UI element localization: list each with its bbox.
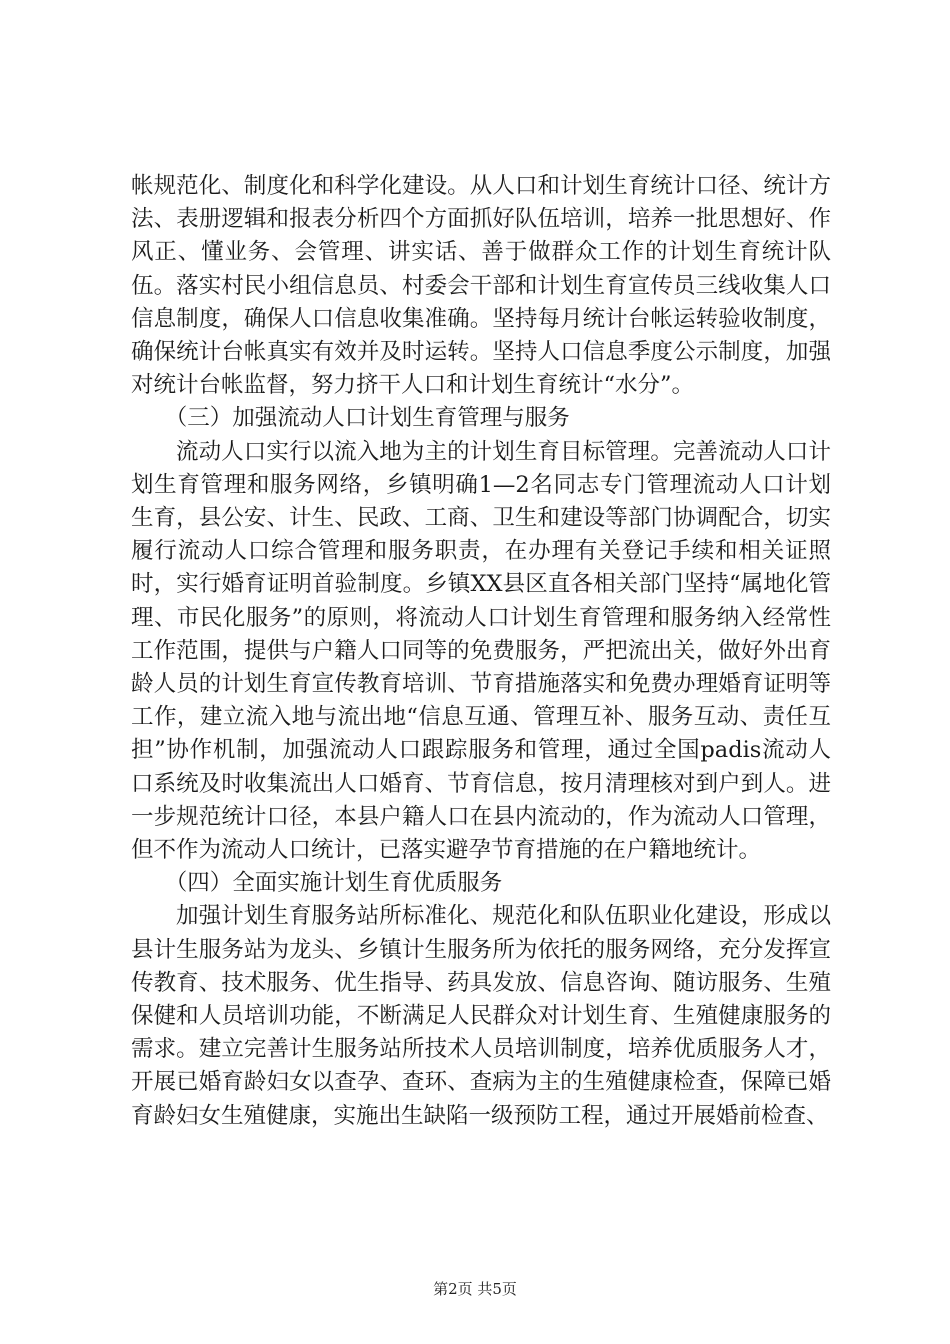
section-heading-4: （四）全面实施计划生育优质服务 xyxy=(164,870,503,897)
page-footer: 第2页 共5页 xyxy=(433,1280,517,1298)
paragraph-quality-service: 加强计划生育服务站所标准化、规范化和队伍职业化建设，形成以县计生服务站为龙头、乡镇计生服务所为依托的服务网络，充分发挥宣传教育、技术服务、优生指导、药具发放、信息咨询、随访服务、生殖保健和人员培训功能，不断满足人民群众对计划生育、生殖健康服务的需求。建立完善计生服务站所技术人员培训制度，培养优质服务人才，开展已婚育龄妇女以查孕、查环、查病为主的生殖健康检查，保障已婚育龄妇女生殖健康，实施出生缺陷一级预防工程，通过开展婚前检查、 xyxy=(131,903,831,1129)
paragraph-floating-population: 流动人口实行以流入地为主的计划生育目标管理。完善流动人口计划生育管理和服务网络，乡镇明确1—2名同志专门管理流动人口计划生育，县公安、计生、民政、工商、卫生和建设等部门协调配合，切实履行流动人口综合管理和服务职责，在办理有关登记手续和相关证照时，实行婚育证明首验制度。乡镇XX县区直各相关部门坚持“属地化管理、市民化服务”的原则，将流动人口计划生育管理和服务纳入经常性工作范围，提供与户籍人口同等的免费服务，严把流出关，做好外出育龄人员的计划生育宣传教育培训、节育措施落实和免费办理婚育证明等工作，建立流入地与流出地“信息互通、管理互补、服务互动、责任互担”协作机制，加强流动人口跟踪服务和管理，通过全国padis流动人口系统及时收集流出人口婚育、节育信息，按月清理核对到户到人。进一步规范统计口径，本县户籍人口在县内流动的，作为流动人口管理，但不作为流动人口统计，已落实避孕节育措施的在户籍地统计。 xyxy=(131,438,831,864)
paragraph-continued: 帐规范化、制度化和科学化建设。从人口和计划生育统计口径、统计方法、表册逻辑和报表分析四个方面抓好队伍培训，培养一批思想好、作风正、懂业务、会管理、讲实话、善于做群众工作的计划生育统计队伍。落实村民小组信息员、村委会干部和计划生育宣传员三线收集人口信息制度，确保人口信息收集准确。坚持每月统计台帐运转验收制度，确保统计台帐真实有效并及时运转。坚持人口信息季度公示制度，加强对统计台帐监督，努力挤干人口和计划生育统计“水分”。 xyxy=(131,173,831,399)
document-body xyxy=(131,170,831,1133)
section-heading-3: （三）加强流动人口计划生育管理与服务 xyxy=(164,405,570,432)
